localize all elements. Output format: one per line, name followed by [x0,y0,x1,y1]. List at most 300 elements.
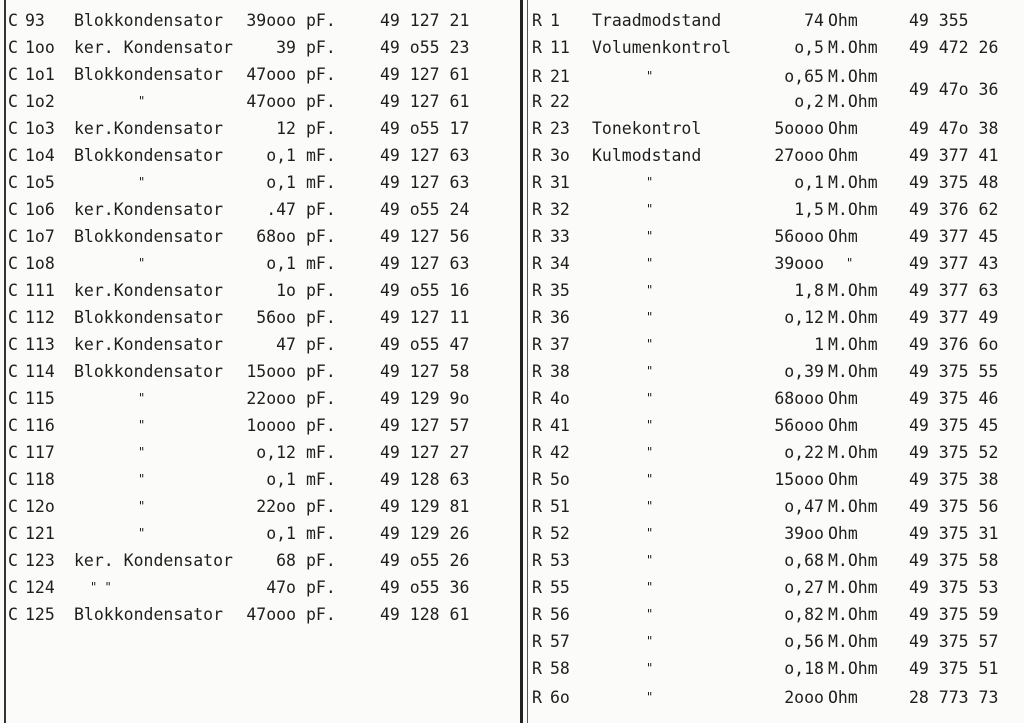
component-unit: Ohm [828,416,858,435]
component-name: " [646,526,654,540]
part-number: 49 375 45 [909,416,999,435]
component-name: " [138,499,146,513]
component-value: o,39 [784,362,824,381]
component-number: 36 [550,308,570,327]
component-unit: pF. [306,389,336,408]
component-number: 125 [25,605,55,624]
component-name: Blokkondensator [74,146,224,165]
capacitor-row [8,466,518,493]
component-name: " [646,175,654,189]
capacitor-row [8,439,518,466]
resistor-row [532,169,1022,196]
component-prefix: C [8,605,18,624]
component-number: 32 [550,200,570,219]
component-value: o,65 [784,67,824,86]
part-number: 49 375 38 [909,470,999,489]
column-divider-inner [527,0,528,723]
part-number: 49 377 63 [909,281,999,300]
component-prefix: R [532,389,542,408]
component-prefix: R [532,688,542,707]
component-unit: pF. [306,335,336,354]
component-unit: mF. [306,146,336,165]
component-number: 23 [550,119,570,138]
component-unit: M.Ohm [828,443,878,462]
component-unit: mF. [306,254,336,273]
component-name: " [138,445,146,459]
part-number: 49 376 6o [909,335,999,354]
capacitor-row [8,223,518,250]
component-number: 55 [550,578,570,597]
part-number: 28 773 73 [909,688,999,707]
component-number: 57 [550,632,570,651]
component-unit: M.Ohm [828,67,878,86]
part-number: 49 o55 23 [380,38,470,57]
component-unit: M.Ohm [828,605,878,624]
part-number: 49 127 21 [380,11,470,30]
component-unit: Ohm [828,688,858,707]
capacitor-row [8,520,518,547]
component-value: 12 [276,119,296,138]
component-name: Blokkondensator [74,362,224,381]
component-number: 115 [25,389,55,408]
part-number: 49 127 56 [380,227,470,246]
component-number: 1o5 [25,173,55,192]
component-number: 1o3 [25,119,55,138]
part-number: 49 127 61 [380,92,470,111]
component-number: 93 [25,11,45,30]
capacitor-row [8,34,518,61]
part-number: 49 375 57 [909,632,999,651]
component-number: 31 [550,173,570,192]
component-prefix: C [8,146,18,165]
resistor-row [532,547,1022,574]
component-unit: M.Ohm [828,362,878,381]
component-unit: pF. [306,227,336,246]
component-prefix: C [8,11,18,30]
component-name: ker.Kondensator [74,281,224,300]
capacitor-row [8,385,518,412]
resistor-row [532,142,1022,169]
component-unit: M.Ohm [828,659,878,678]
component-number: 33 [550,227,570,246]
component-number: 51 [550,497,570,516]
part-number: 49 375 59 [909,605,999,624]
component-unit: Ohm [828,524,858,543]
component-name: " [646,661,654,675]
capacitor-row [8,196,518,223]
component-value: 5oooo [774,119,824,138]
component-number: 118 [25,470,55,489]
resistor-row [532,520,1022,547]
component-prefix: C [8,497,18,516]
component-name: " [138,418,146,432]
component-prefix: C [8,470,18,489]
component-value: 2ooo [784,688,824,707]
component-value: 22oo [256,497,296,516]
part-number: 49 375 46 [909,389,999,408]
component-name: " [138,526,146,540]
component-name: " [138,256,146,270]
component-unit: pF. [306,551,336,570]
component-number: 38 [550,362,570,381]
part-number: 49 377 41 [909,146,999,165]
component-name: " [646,445,654,459]
component-value: o,12 [256,443,296,462]
part-number: 49 127 63 [380,254,470,273]
component-value: .47 [266,200,296,219]
part-number: 49 o55 24 [380,200,470,219]
component-number: 1o6 [25,200,55,219]
resistor-row [532,574,1022,601]
component-prefix: C [8,443,18,462]
component-unit: M.Ohm [828,173,878,192]
resistor-row [532,412,1022,439]
component-value: 39oo [784,524,824,543]
component-unit: mF. [306,524,336,543]
component-unit: Ohm [828,470,858,489]
component-prefix: C [8,389,18,408]
part-number: 49 o55 26 [380,551,470,570]
component-number: 11 [550,38,570,57]
part-number: 49 375 51 [909,659,999,678]
component-number: 37 [550,335,570,354]
component-value: o,1 [266,173,296,192]
capacitor-row [8,304,518,331]
component-value: o,1 [266,254,296,273]
part-number: 49 o55 47 [380,335,470,354]
component-prefix: C [8,416,18,435]
component-name: " [646,337,654,351]
component-value: 39 [276,38,296,57]
resistor-row [532,88,1022,115]
component-prefix: R [532,146,542,165]
component-number: 114 [25,362,55,381]
component-number: 58 [550,659,570,678]
part-number: 49 129 81 [380,497,470,516]
part-number: 49 375 58 [909,551,999,570]
component-prefix: C [8,92,18,111]
component-number: 1 [550,11,560,30]
component-unit: pF. [306,92,336,111]
component-prefix: R [532,524,542,543]
component-unit: M.Ohm [828,200,878,219]
part-number: 49 o55 16 [380,281,470,300]
component-number: 4o [550,389,570,408]
part-number: 49 127 63 [380,173,470,192]
component-value: 27ooo [774,146,824,165]
component-value: 22ooo [246,389,296,408]
component-number: 117 [25,443,55,462]
component-prefix: C [8,362,18,381]
resistor-row [532,684,1022,711]
component-unit: pF. [306,416,336,435]
part-number: 49 127 63 [380,146,470,165]
part-number: 49 127 57 [380,416,470,435]
component-prefix: R [532,497,542,516]
component-unit: M.Ohm [828,92,878,111]
component-prefix: C [8,551,18,570]
component-name: ker.Kondensator [74,200,224,219]
component-prefix: R [532,578,542,597]
component-unit: M.Ohm [828,497,878,516]
component-value: o,27 [784,578,824,597]
component-value: 1oooo [246,416,296,435]
component-unit: pF. [306,362,336,381]
component-number: 21 [550,67,570,86]
component-unit: M.Ohm [828,632,878,651]
component-name: " [646,499,654,513]
component-prefix: R [532,443,542,462]
component-number: 1oo [25,38,55,57]
component-name: " [646,69,654,83]
part-number: 49 47o 38 [909,119,999,138]
component-unit: pF. [306,119,336,138]
component-name: Traadmodstand [592,11,722,30]
component-value: 68 [276,551,296,570]
component-prefix: R [532,335,542,354]
component-unit: M.Ohm [828,38,878,57]
component-prefix: R [532,281,542,300]
component-unit: pF. [306,281,336,300]
component-value: o,5 [794,38,824,57]
component-name: " [646,391,654,405]
component-value: 47ooo [246,92,296,111]
component-value: o,2 [794,92,824,111]
component-prefix: C [8,65,18,84]
component-unit: pF. [306,605,336,624]
component-value: 47ooo [246,65,296,84]
resistor-row [532,439,1022,466]
component-unit: pF. [306,65,336,84]
part-number: 49 377 45 [909,227,999,246]
component-prefix: R [532,416,542,435]
component-prefix: C [8,254,18,273]
part-number: 49 375 48 [909,173,999,192]
capacitor-row [8,169,518,196]
component-value: 56ooo [774,416,824,435]
component-prefix: R [532,254,542,273]
component-name: ker. Kondensator [74,551,233,570]
part-number: 49 47o 36 [909,80,999,99]
component-prefix: R [532,38,542,57]
component-name: " [646,580,654,594]
component-prefix: C [8,335,18,354]
component-prefix: R [532,11,542,30]
capacitor-row [8,493,518,520]
capacitor-row [8,277,518,304]
capacitor-row [8,7,518,34]
component-prefix: R [532,551,542,570]
part-number: 49 128 61 [380,605,470,624]
component-unit: Ohm [828,227,858,246]
component-prefix: R [532,308,542,327]
component-unit: pF. [306,308,336,327]
part-number: 49 376 62 [909,200,999,219]
component-prefix: C [8,578,18,597]
component-prefix: C [8,200,18,219]
resistor-row [532,63,1022,99]
component-prefix: R [532,173,542,192]
component-name: " [138,391,146,405]
component-name: ker.Kondensator [74,119,224,138]
component-prefix: R [532,470,542,489]
capacitor-row [8,601,518,628]
part-number: 49 375 56 [909,497,999,516]
resistor-row [532,304,1022,331]
component-prefix: R [532,67,542,86]
resistor-row [532,628,1022,655]
capacitor-row [8,115,518,142]
component-value: 56oo [256,308,296,327]
component-number: 1o7 [25,227,55,246]
component-value: o,47 [784,497,824,516]
component-unit: pF. [306,497,336,516]
resistor-row [532,655,1022,682]
component-name: " [138,472,146,486]
component-name: " [646,472,654,486]
resistor-row [532,7,1022,34]
component-name: " [138,175,146,189]
part-number: 49 375 55 [909,362,999,381]
component-number: 116 [25,416,55,435]
part-number: 49 128 63 [380,470,470,489]
part-number: 49 127 11 [380,308,470,327]
component-unit: M.Ohm [828,335,878,354]
component-value: o,56 [784,632,824,651]
resistor-row [532,601,1022,628]
component-value: 68ooo [774,389,824,408]
component-unit: M.Ohm [828,578,878,597]
component-value: o,22 [784,443,824,462]
resistor-row [532,196,1022,223]
component-unit: Ohm [828,389,858,408]
capacitor-row [8,412,518,439]
component-unit: mF. [306,470,336,489]
component-number: 1o1 [25,65,55,84]
component-value: o,82 [784,605,824,624]
component-name: " [646,283,654,297]
component-name: " [646,229,654,243]
capacitor-row [8,358,518,385]
resistor-row [532,385,1022,412]
component-name: " [646,634,654,648]
resistor-row [532,358,1022,385]
resistor-row [532,277,1022,304]
part-number: 49 375 31 [909,524,999,543]
component-name: " [646,310,654,324]
component-unit: Ohm [828,146,858,165]
component-number: 56 [550,605,570,624]
part-number: 49 377 43 [909,254,999,273]
component-number: 123 [25,551,55,570]
component-name: ker.Kondensator [74,335,224,354]
capacitor-row [8,547,518,574]
resistor-row [532,331,1022,358]
component-name: " [646,690,654,704]
component-name: Blokkondensator [74,605,224,624]
component-value: 74 [804,11,824,30]
column-divider [520,0,523,723]
component-value: 1 [814,335,824,354]
component-value: 15ooo [774,470,824,489]
component-value: 56ooo [774,227,824,246]
component-prefix: R [532,605,542,624]
part-number: 49 129 26 [380,524,470,543]
component-value: 1o [276,281,296,300]
component-value: 1,8 [794,281,824,300]
component-name: Blokkondensator [74,11,224,30]
component-value: o,1 [266,524,296,543]
component-unit: Ohm [828,11,858,30]
component-name: " [646,607,654,621]
component-number: 1o2 [25,92,55,111]
component-name: " [646,418,654,432]
component-prefix: R [532,227,542,246]
capacitor-row [8,331,518,358]
resistor-row [532,466,1022,493]
capacitor-row [8,574,518,601]
component-number: 42 [550,443,570,462]
component-prefix: R [532,659,542,678]
component-value: 39ooo [774,254,824,273]
component-name: " [646,202,654,216]
component-number: 111 [25,281,55,300]
capacitor-row [8,142,518,169]
resistor-row [532,223,1022,250]
resistor-row [532,34,1022,61]
component-value: 68oo [256,227,296,246]
left-border [4,0,6,723]
component-number: 5o [550,470,570,489]
component-prefix: R [532,200,542,219]
component-number: 113 [25,335,55,354]
part-number: 49 o55 36 [380,578,470,597]
component-unit: pF. [306,11,336,30]
component-number: 12o [25,497,55,516]
component-prefix: R [532,632,542,651]
component-unit: pF. [306,578,336,597]
component-prefix: C [8,119,18,138]
component-name: " [646,256,654,270]
part-number: 49 472 26 [909,38,999,57]
part-number: 49 127 61 [380,65,470,84]
component-value: 47o [266,578,296,597]
component-name: " [646,553,654,567]
component-prefix: R [532,362,542,381]
component-name: " [646,364,654,378]
component-prefix: C [8,524,18,543]
component-number: 121 [25,524,55,543]
part-number: 49 129 9o [380,389,470,408]
component-value: 47 [276,335,296,354]
resistor-row [532,493,1022,520]
part-number: 49 375 53 [909,578,999,597]
component-unit: M.Ohm [828,308,878,327]
component-name: " [138,94,146,108]
component-unit: M.Ohm [828,281,878,300]
component-prefix: R [532,119,542,138]
component-unit: M.Ohm [828,551,878,570]
capacitor-row [8,88,518,115]
part-number: 49 127 58 [380,362,470,381]
component-unit: pF. [306,38,336,57]
component-number: 1o4 [25,146,55,165]
capacitor-row [8,61,518,88]
resistor-row [532,115,1022,142]
component-value: o,1 [266,470,296,489]
component-value: o,1 [794,173,824,192]
part-number: 49 127 27 [380,443,470,462]
